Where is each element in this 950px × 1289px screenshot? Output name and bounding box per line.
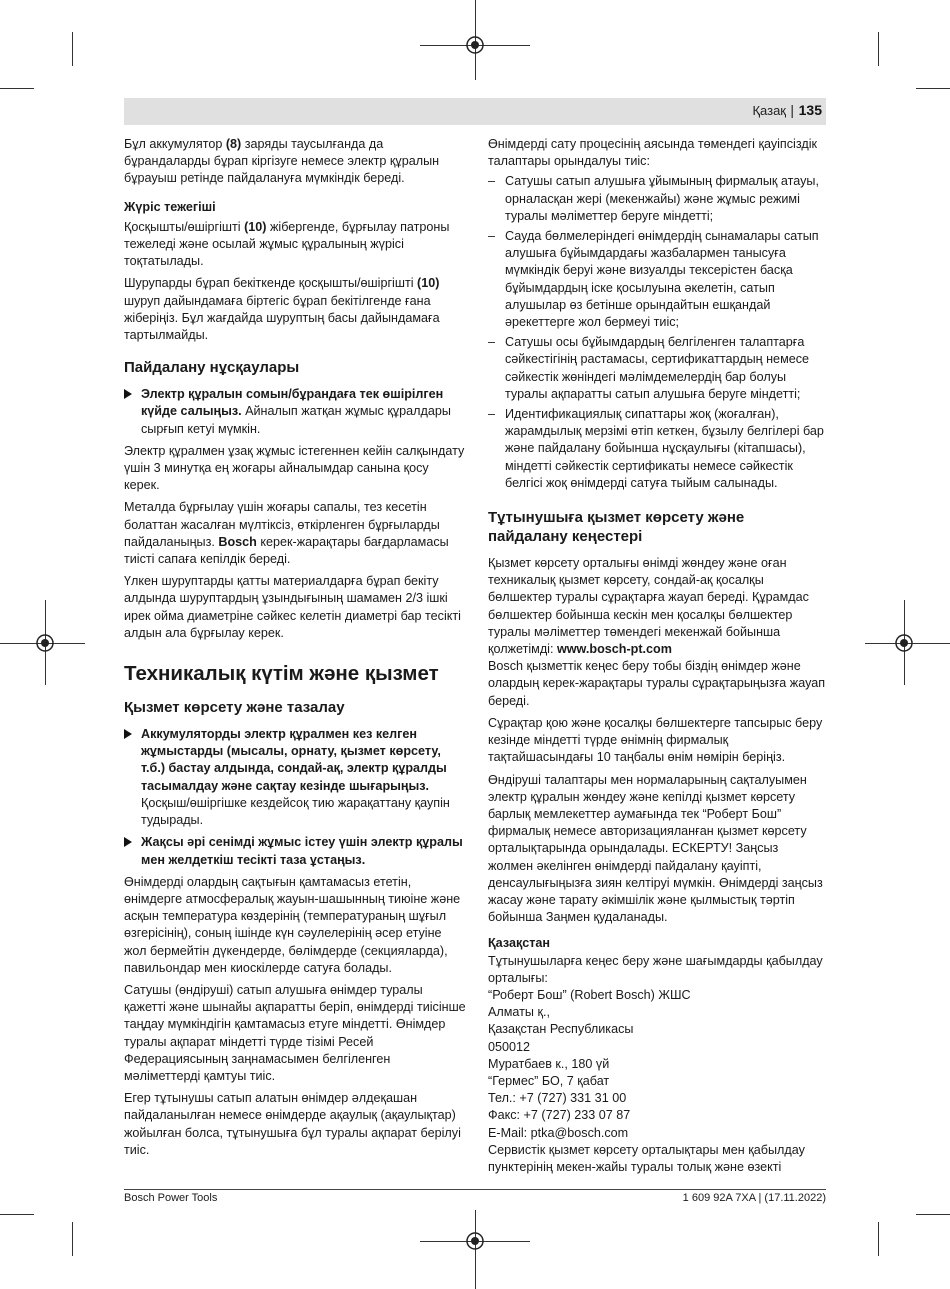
crop-mark (0, 1214, 34, 1215)
email-line: E-Mail: ptka@bosch.com (488, 1125, 629, 1140)
crop-mark (72, 32, 73, 66)
website-link[interactable]: www.bosch-pt.com (556, 642, 672, 657)
page-number: 135 (798, 102, 822, 118)
crop-mark (916, 1214, 950, 1215)
address-line: 050012 (488, 1039, 531, 1054)
address-line: Муратбаев к., 180 үй (488, 1056, 610, 1071)
stop-paragraph: Шурупарды бұрап бекіткенде қосқышты/өшіргішті (10) шуруп дайындамаға біртегіс бұрап бекітілгенде ғана жіберіңіз. Бұл жағдайда шуруптың басы дайындамаға тартылмайды. (124, 276, 440, 343)
maintenance-subheading: Қызмет көрсету және тазалау (124, 699, 345, 717)
crop-mark (878, 32, 879, 66)
header-language: Қазақ (752, 103, 786, 118)
list-item: – Идентификациялық сипаттары жоқ (жоғалған), жарамдылық мерзімі өтіп кеткен, бұзылу белгілері бар және пайдалану бойынша нұсқаулығы (кітапшасы), міндетті сәйкестік сертификаты немесе сәйкестік белгісі жоқ өнімдерді сатуға тыйым салынады. (488, 407, 824, 490)
maintenance-title: Техникалық күтім және қызмет (124, 662, 439, 686)
maintenance-paragraph: Өнімдерді олардың сақтығын қамтамасыз ететін, өнімдерге атмосфералық жауын-шашынның тиюіне және асқын температура көздерінің (температураның шұғыл өзгерісінің), соның ішінде күн сәулелерінің әсер етуіне жол бермейтін дүкендерде, бөлімдерде (секцияларда), павильондар мен киоскілерде сатуға болады. (124, 874, 461, 975)
list-item: – Сатушы сатып алушыға ұйымының фирмалық атауы, орналасқан жері (мекенжайы) және жұмыс режимі туралы мәліметтер беруге міндетті; (488, 174, 819, 223)
triangle-bullet-icon (124, 837, 132, 847)
page-header (124, 98, 826, 125)
header-separator: | (790, 102, 794, 118)
right-column (488, 136, 826, 1176)
crop-mark (0, 88, 34, 89)
address-line: “Роберт Бош” (Robert Bosch) ЖШС (488, 987, 691, 1002)
address-line: Тұтынушыларға кеңес беру және шағымдарды қабылдау орталығы: (488, 953, 823, 985)
footer-docnumber: 1 609 92A 7XA | (17.11.2022) (682, 1192, 826, 1204)
maintenance-paragraph: Сатушы (өндіруші) сатып алушыға өнімдер туралы қажетті және шынайы ақпаратты беріп, өнімдерді тиісінше таңдау мүмкіндігін қамтамасыз етуге міндетті. Өнімдер туралы ақпарат міндетті түрде тізімі Ресей Федерациясының заңнамасымен белгіленген мәліметтерді қамтуы тиіс. (124, 982, 466, 1083)
crop-mark (72, 1222, 73, 1256)
footer-divider (124, 1189, 826, 1190)
triangle-bullet-icon (124, 729, 132, 739)
warning-item: Электр құралын сомын/бұрандаға тек өшірілген күйде салыңыз. Айналып жатқан жұмыс құралдары сырғып кетуі мүмкін. (124, 386, 466, 438)
warning-item: Аккумуляторды электр құралмен кез келген жұмыстарды (мысалы, орнату, қызмет көрсету, т.б.) бастау алдында, сондай-ақ, электр құралды тасымалдау және сақтау кезінде шығарыңыз. Қосқыш/өшіргішке кездейсоқ тию жарақаттану қаупін тудырады. (124, 726, 466, 829)
list-item: – Сауда бөлмелеріндегі өнімдердің сынамалары сатып алушыға бұйымдардағы жазбалармен танысуға мүмкіндік беруі және визуалды тексерістен басқа бұйымдардың іске қосылуына әкелетін, сатып алушылар өз бетінше орындайтын ешқандай әрекеттерге жол бермеуі тиіс; (488, 229, 819, 330)
phone-line: Тел.: +7 (727) 331 31 00 (488, 1091, 627, 1106)
address-block (488, 953, 826, 1177)
service-heading: Тұтынушыға қызмет көрсету және пайдалану кеңестері (488, 509, 745, 546)
address-line: Алматы қ., (488, 1005, 550, 1020)
registration-mark-icon (893, 632, 915, 654)
kazakhstan-heading: Қазақстан (488, 936, 551, 951)
crop-mark (878, 1222, 879, 1256)
address-line: Сервистік қызмет көрсету орталықтары мен қабылдау пунктерінің мекен-жайы туралы толық және өзекті (488, 1142, 805, 1174)
address-line: “Гермес” БО, 7 қабат (488, 1073, 610, 1088)
warning-item: Жақсы әрі сенімді жұмыс істеу үшін электр құралы мен желдеткіш тесікті таза ұстаңыз. (124, 834, 466, 868)
usage-paragraph: Үлкен шуруптарды қатты материалдарға бұрап бекіту алдында шуруптардың ұзындығының шамамен 2/3 ішкі ирек ойма диаметріне сәйкес келетін диаметрі бар тесікті алдын ала бұрғылау керек. (124, 574, 461, 640)
service-paragraph: Bosch қызметтік кеңес беру тобы біздің өнімдер және олардың керек-жарақтары туралы сұрақтарыңызға жауап береді. (488, 659, 826, 708)
stop-heading: Жүріс тежегіші (124, 199, 216, 214)
intro-paragraph: Бұл аккумулятор (8) заряды таусылғанда да бұрандаларды бұрап кіргізуге немесе электр құралын бұрауыш ретінде пайдалануға мүмкіндік береді. (124, 137, 440, 186)
left-column (124, 136, 466, 1164)
fax-line: Факс: +7 (727) 233 07 87 (488, 1108, 631, 1123)
footer-brand: Bosch Power Tools (124, 1192, 218, 1204)
service-paragraph: Сұрақтар қою және қосалқы бөлшектерге тапсырыс беру кезінде міндетті түрде өнімнің фирмалық тақтайшасындағы 10 таңбалы өнім нөмірін беріңіз. (488, 715, 823, 765)
maintenance-paragraph: Егер тұтынушы сатып алатын өнімдер әлдеқашан пайдаланылған немесе өнімдерде ақаулық (ақаулықтар) жойылған болса, тұтынушыға бұл туралы ақпарат берілуі тиіс. (124, 1091, 461, 1157)
registration-mark-icon (464, 1230, 486, 1252)
stop-paragraph: Қосқышты/өшіргішті (10) жібергенде, бұрғылау патроны тежеледі және осылай жұмыс құралының жүрісі тоқтатылады. (124, 219, 450, 269)
registration-mark-icon (464, 34, 486, 56)
usage-paragraph: Металда бұрғылау үшін жоғары сапалы, тез кесетін болаттан жасалған мүлтіксіз, өткірленген бұрғыларды пайдаланыңыз. Bosch керек-жарақтары бағдарламасы тиісті сапаға кепілдік береді. (124, 500, 449, 567)
usage-paragraph: Электр құралмен ұзақ жұмыс істегеннен кейін салқындату үшін 3 минутқа ең жоғары айналымдар санына қосу керек. (124, 443, 465, 493)
triangle-bullet-icon (124, 389, 132, 399)
address-line: Қазақстан Республикасы (488, 1022, 634, 1037)
crop-mark (916, 88, 950, 89)
usage-heading: Пайдалану нұсқаулары (124, 359, 300, 377)
list-item: – Сатушы осы бұйымдардың белгіленген талаптарға сәйкестігінің растамасы, сертификаттардың немесе сәйкестік жөніндегі мәлімдемелердің бар болуы туралы ақпаратты сатып алушыға беруге міндетті; (488, 335, 810, 401)
registration-mark-icon (34, 632, 56, 654)
sale-intro: Өнімдерді сату процесінің аясында төмендегі қауіпсіздік талаптары орындалуы тиіс: (488, 137, 817, 169)
service-paragraph: Өндіруші талаптары мен нормаларының сақталуымен электр құралын жөндеу және кепілді қызмет көрсету барлық мемлекеттер аумағында тек “Роберт Бош” фирмалық немесе авторизацияланған қызмет көрсету орталықтарында орындалады. ЕСКЕРТУ! Заңсыз жолмен әкелінген өнімдерді пайдалану қауіпті, денсаулығыңызға зиян келтіруі мүмкін. Өнімдерді заңсыз жасау және тарату әкімшілік және қылмыстық тәртіп бойынша Заңмен қудаланады. (488, 772, 823, 925)
service-paragraph: Қызмет көрсету орталығы өнімді жөндеу және оған техникалық қызмет көрсету, сондай-ақ қосалқы бөлшектер туралы сұрақтарға жауап береді. Құрамдас бөлшектер бойынша кескін мен қосалқы бөлшектер туралы мәліметтер төмендегі мекенжай бойынша қолжетімді: www.bosch-pt.com (488, 556, 809, 657)
